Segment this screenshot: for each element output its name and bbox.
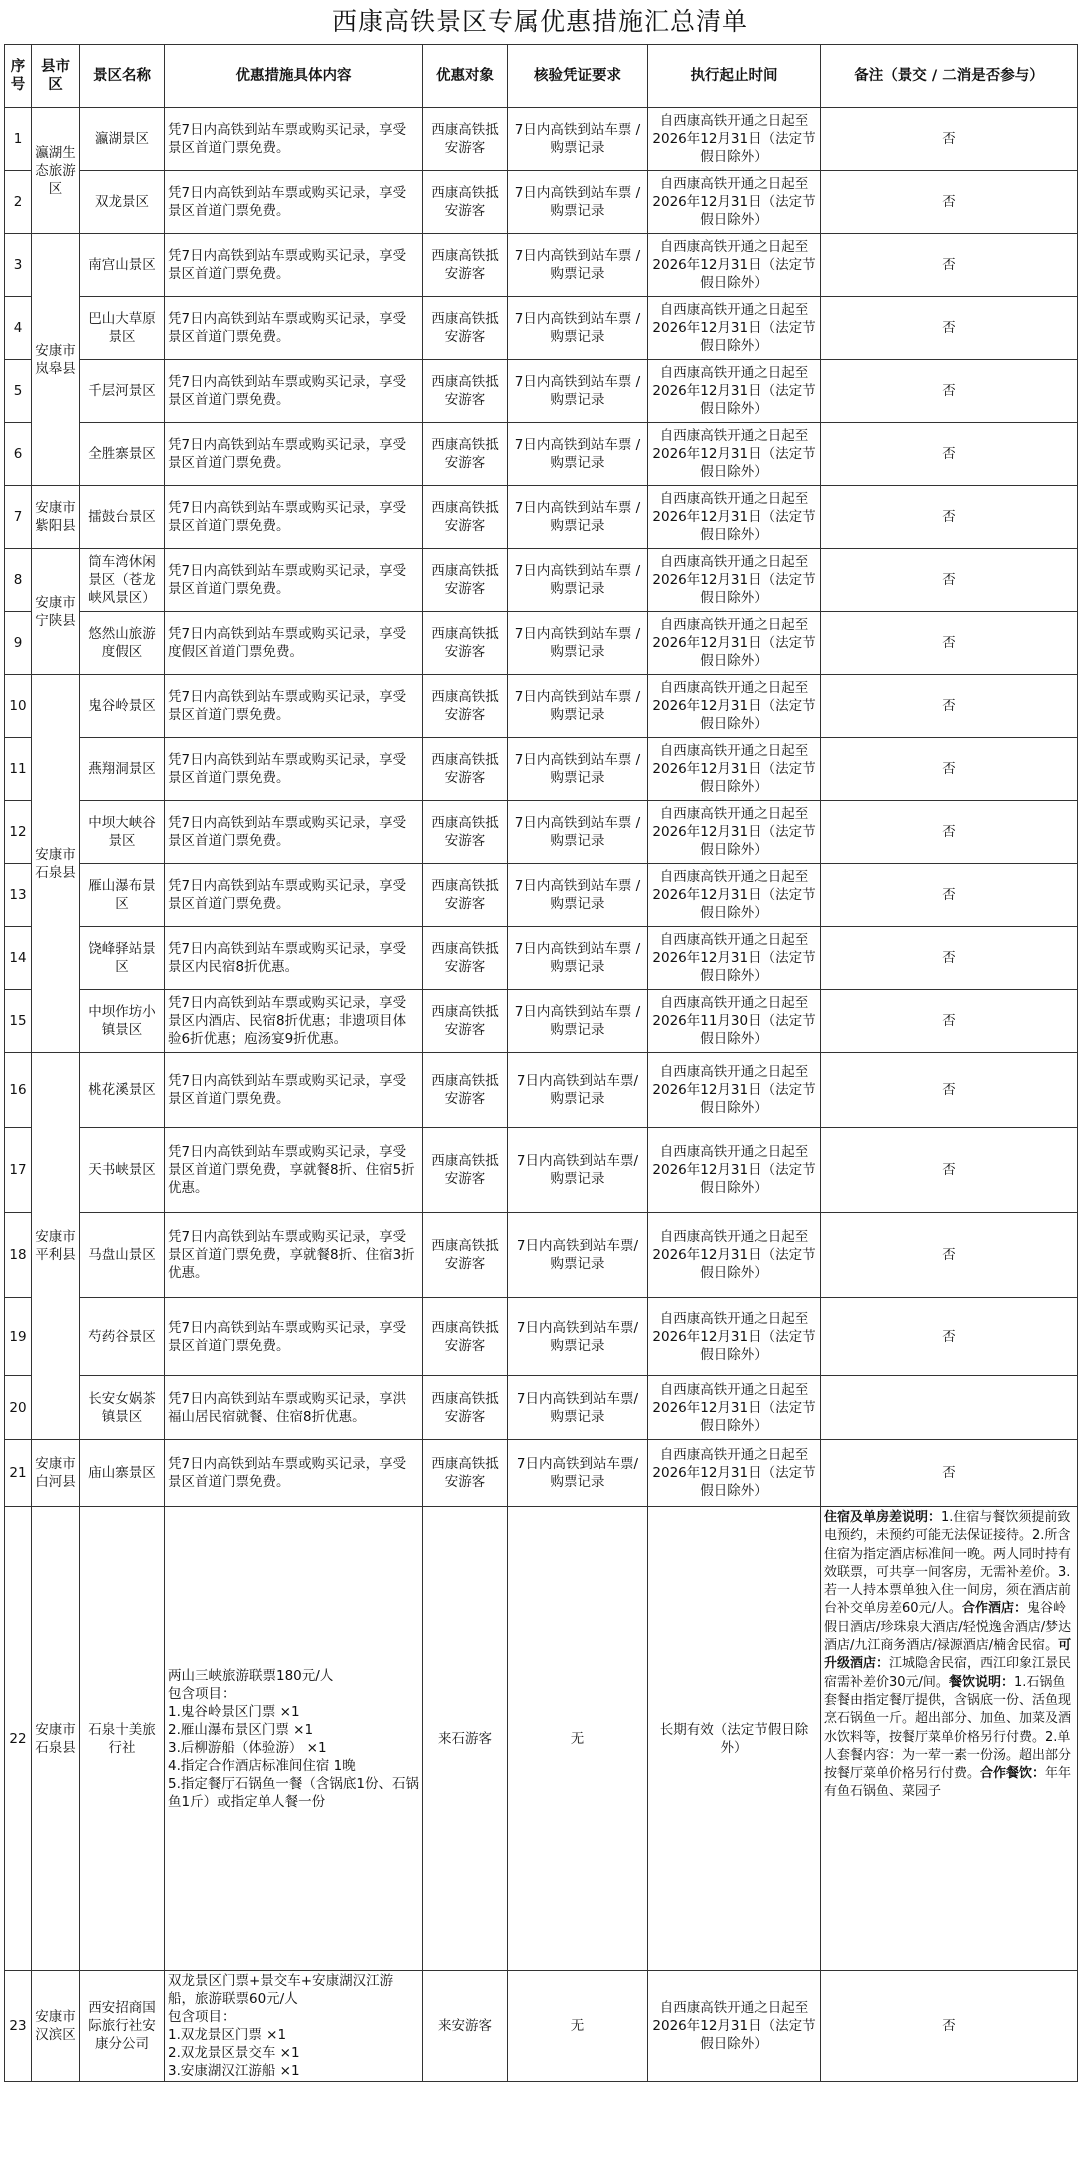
table-row [5, 108, 1078, 171]
note-cell: 否 [821, 990, 1078, 1053]
note-cell [821, 1507, 1078, 1971]
promotion-content: 凭7日内高铁到站车票或购买记录，享受度假区首道门票免费。 [165, 612, 423, 675]
row-number: 7 [5, 486, 32, 549]
promotion-table [4, 44, 1078, 2082]
table-row [5, 1440, 1078, 1507]
header-note: 备注（景交 / 二消是否参与） [821, 45, 1078, 108]
promotion-content: 双龙景区门票+景交车+安康湖汉江游船，旅游联票60元/人 包含项目： 1.双龙景区门票 ×1 2.双龙景区景交车 ×1 3.安康湖汉江游船 ×1 [165, 1971, 423, 2082]
note-cell: 否 [821, 738, 1078, 801]
validity-period: 自西康高铁开通之日起至2026年12月31日（法定节假日除外） [648, 486, 821, 549]
note-cell: 否 [821, 297, 1078, 360]
proof-requirement: 7日内高铁到站车票 / 购票记录 [508, 234, 648, 297]
table-row [5, 360, 1078, 423]
promotion-content: 凭7日内高铁到站车票或购买记录，享受景区首道门票免费。 [165, 1053, 423, 1128]
proof-requirement: 7日内高铁到站车票/购票记录 [508, 1128, 648, 1213]
note-text: 江城隐舍民宿，西江印象江景民宿需补差价30元/间。 [824, 1656, 1072, 1690]
header-row [5, 45, 1078, 108]
row-number: 4 [5, 297, 32, 360]
promotion-target: 西康高铁抵安游客 [423, 1053, 508, 1128]
district-cell: 安康市汉滨区 [32, 1971, 80, 2082]
promotion-content: 凭7日内高铁到站车票或购买记录，享受景区首道门票免费。 [165, 1298, 423, 1376]
table-row [5, 1053, 1078, 1128]
scenic-name: 中坝大峡谷景区 [80, 801, 165, 864]
note-cell: 否 [821, 1298, 1078, 1376]
table-row [5, 927, 1078, 990]
note-text: 1.住宿与餐饮须提前致电预约，未预约可能无法保证接待。2.所含住宿为指定酒店标准间一晚。两人同时持有效联票，可共享一间客房，无需补差价。3.若一人持本票单独入住一间房，须在酒店前台补交单房差60元/人。 [824, 1510, 1072, 1617]
promotion-content: 凭7日内高铁到站车票或购买记录，享受景区首道门票免费。 [165, 234, 423, 297]
validity-period: 自西康高铁开通之日起至2026年12月31日（法定节假日除外） [648, 1213, 821, 1298]
scenic-name: 擂鼓台景区 [80, 486, 165, 549]
header-district: 县市区 [32, 45, 80, 108]
validity-period: 自西康高铁开通之日起至2026年12月31日（法定节假日除外） [648, 549, 821, 612]
row-number: 16 [5, 1053, 32, 1128]
table-row [5, 612, 1078, 675]
promotion-target: 西康高铁抵安游客 [423, 864, 508, 927]
proof-requirement: 7日内高铁到站车票 /购票记录 [508, 738, 648, 801]
promotion-content: 凭7日内高铁到站车票或购买记录，享受景区首道门票免费。 [165, 801, 423, 864]
scenic-name: 巴山大草原景区 [80, 297, 165, 360]
row-number: 20 [5, 1376, 32, 1440]
note-cell: 否 [821, 927, 1078, 990]
scenic-name: 瀛湖景区 [80, 108, 165, 171]
promotion-content: 凭7日内高铁到站车票或购买记录，享受景区首道门票免费。 [165, 108, 423, 171]
note-cell: 否 [821, 801, 1078, 864]
scenic-name: 南宫山景区 [80, 234, 165, 297]
promotion-target: 西康高铁抵安游客 [423, 171, 508, 234]
promotion-content: 凭7日内高铁到站车票或购买记录，享受景区首道门票免费。 [165, 171, 423, 234]
note-cell: 否 [821, 423, 1078, 486]
row-number: 10 [5, 675, 32, 738]
promotion-target: 西康高铁抵安游客 [423, 801, 508, 864]
district-cell: 安康市石泉县 [32, 1507, 80, 1971]
row-number: 22 [5, 1507, 32, 1971]
validity-period: 自西康高铁开通之日起至2026年12月31日（法定节假日除外） [648, 927, 821, 990]
table-row [5, 864, 1078, 927]
promotion-target: 西康高铁抵安游客 [423, 486, 508, 549]
note-cell: 否 [821, 612, 1078, 675]
row-number: 13 [5, 864, 32, 927]
table-row [5, 990, 1078, 1053]
note-text: 年年有鱼石锅鱼、菜园子 [824, 1766, 1072, 1800]
district-cell: 安康市石泉县 [32, 675, 80, 1053]
document-title: 西康高铁景区专属优惠措施汇总清单 [331, 7, 748, 36]
scenic-name: 天书峡景区 [80, 1128, 165, 1213]
note-cell: 否 [821, 360, 1078, 423]
header-target: 优惠对象 [423, 45, 508, 108]
row-number: 17 [5, 1128, 32, 1213]
scenic-name: 全胜寨景区 [80, 423, 165, 486]
note-cell: 否 [821, 486, 1078, 549]
header-no: 序号 [5, 45, 32, 108]
row-number: 6 [5, 423, 32, 486]
validity-period: 自西康高铁开通之日起至2026年12月31日（法定节假日除外） [648, 864, 821, 927]
scenic-name: 西安招商国际旅行社安康分公司 [80, 1971, 165, 2082]
promotion-target: 西康高铁抵安游客 [423, 234, 508, 297]
promotion-target: 西康高铁抵安游客 [423, 612, 508, 675]
row-number: 1 [5, 108, 32, 171]
note-heading: 住宿及单房差说明： [824, 1510, 942, 1525]
promotion-target: 来安游客 [423, 1971, 508, 2082]
note-cell: 否 [821, 864, 1078, 927]
scenic-name: 饶峰驿站景区 [80, 927, 165, 990]
table-row [5, 1376, 1078, 1440]
validity-period: 自西康高铁开通之日起至2026年12月31日（法定节假日除外） [648, 738, 821, 801]
proof-requirement: 7日内高铁到站车票/购票记录 [508, 1298, 648, 1376]
scenic-name: 长安女娲茶镇景区 [80, 1376, 165, 1440]
promotion-target: 西康高铁抵安游客 [423, 549, 508, 612]
promotion-content: 凭7日内高铁到站车票或购买记录，享受景区首道门票免费。 [165, 549, 423, 612]
scenic-name: 桃花溪景区 [80, 1053, 165, 1128]
row-number: 9 [5, 612, 32, 675]
promotion-content: 凭7日内高铁到站车票或购买记录，享受景区首道门票免费。 [165, 1440, 423, 1507]
promotion-content: 凭7日内高铁到站车票或购买记录，享受景区首道门票免费。 [165, 360, 423, 423]
proof-requirement: 无 [508, 1507, 648, 1971]
note-heading: 餐饮说明： [948, 1674, 1014, 1690]
header-proof: 核验凭证要求 [508, 45, 648, 108]
promotion-target: 西康高铁抵安游客 [423, 1376, 508, 1440]
district-cell: 安康市白河县 [32, 1440, 80, 1507]
proof-requirement: 无 [508, 1971, 648, 2082]
proof-requirement: 7日内高铁到站车票/购票记录 [508, 1376, 648, 1440]
row-number: 12 [5, 801, 32, 864]
promotion-target: 西康高铁抵安游客 [423, 1440, 508, 1507]
scenic-name: 雁山瀑布景区 [80, 864, 165, 927]
table-row [5, 486, 1078, 549]
row-number: 21 [5, 1440, 32, 1507]
row-number: 11 [5, 738, 32, 801]
district-cell: 瀛湖生态旅游区 [32, 108, 80, 234]
note-cell: 否 [821, 549, 1078, 612]
promotion-content: 凭7日内高铁到站车票或购买记录，享受景区内酒店、民宿8折优惠；非遗项目体验6折优惠；庖汤宴9折优惠。 [165, 990, 423, 1053]
scenic-name: 双龙景区 [80, 171, 165, 234]
note-cell: 否 [821, 108, 1078, 171]
note-cell: 否 [821, 1213, 1078, 1298]
row-number: 15 [5, 990, 32, 1053]
proof-requirement: 7日内高铁到站车票/购票记录 [508, 1440, 648, 1507]
row-number: 3 [5, 234, 32, 297]
scenic-name: 庙山寨景区 [80, 1440, 165, 1507]
promotion-target: 西康高铁抵安游客 [423, 108, 508, 171]
row-number: 23 [5, 1971, 32, 2082]
note-heading: 合作餐饮： [980, 1766, 1046, 1782]
table-row [5, 675, 1078, 738]
scenic-name: 石泉十美旅行社 [80, 1507, 165, 1971]
proof-requirement: 7日内高铁到站车票 / 购票记录 [508, 297, 648, 360]
note-text: 鬼谷岭假日酒店/珍珠泉大酒店/轻悦逸舍酒店/梦达酒店/九江商务酒店/禄源酒店/楠舍民宿。 [824, 1601, 1072, 1654]
promotion-target: 西康高铁抵安游客 [423, 1128, 508, 1213]
note-cell: 否 [821, 675, 1078, 738]
row-number: 5 [5, 360, 32, 423]
note-cell: 否 [821, 171, 1078, 234]
validity-period: 自西康高铁开通之日起至2026年12月31日（法定节假日除外） [648, 171, 821, 234]
promotion-target: 西康高铁抵安游客 [423, 738, 508, 801]
promotion-target: 西康高铁抵安游客 [423, 1213, 508, 1298]
scenic-name: 鬼谷岭景区 [80, 675, 165, 738]
header-scenic-name: 景区名称 [80, 45, 165, 108]
scenic-name: 燕翔洞景区 [80, 738, 165, 801]
row-number: 14 [5, 927, 32, 990]
table-row [5, 171, 1078, 234]
table-row [5, 801, 1078, 864]
note-cell: 否 [821, 234, 1078, 297]
validity-period: 自西康高铁开通之日起至2026年12月31日（法定节假日除外） [648, 1376, 821, 1440]
table-row [5, 1971, 1078, 2082]
promotion-content: 凭7日内高铁到站车票或购买记录，享受景区首道门票免费，享就餐8折、住宿5折优惠。 [165, 1128, 423, 1213]
table-row [5, 234, 1078, 297]
proof-requirement: 7日内高铁到站车票 /购票记录 [508, 801, 648, 864]
promotion-target: 西康高铁抵安游客 [423, 297, 508, 360]
proof-requirement: 7日内高铁到站车票 /购票记录 [508, 612, 648, 675]
proof-requirement: 7日内高铁到站车票/购票记录 [508, 1213, 648, 1298]
district-cell: 安康市宁陕县 [32, 549, 80, 675]
validity-period: 长期有效（法定节假日除外） [648, 1507, 821, 1971]
row-number: 8 [5, 549, 32, 612]
row-number: 2 [5, 171, 32, 234]
validity-period: 自西康高铁开通之日起至2026年12月31日（法定节假日除外） [648, 108, 821, 171]
table-row [5, 1298, 1078, 1376]
promotion-content: 凭7日内高铁到站车票或购买记录，享受景区内民宿8折优惠。 [165, 927, 423, 990]
validity-period: 自西康高铁开通之日起至2026年12月31日（法定节假日除外） [648, 1440, 821, 1507]
validity-period: 自西康高铁开通之日起至2026年12月31日（法定节假日除外） [648, 612, 821, 675]
promotion-content: 凭7日内高铁到站车票或购买记录，享受景区首道门票免费。 [165, 297, 423, 360]
table-row [5, 738, 1078, 801]
promotion-target: 西康高铁抵安游客 [423, 423, 508, 486]
promotion-target: 西康高铁抵安游客 [423, 1298, 508, 1376]
validity-period: 自西康高铁开通之日起至2026年12月31日（法定节假日除外） [648, 1971, 821, 2082]
header-content: 优惠措施具体内容 [165, 45, 423, 108]
promotion-content: 凭7日内高铁到站车票或购买记录，享受景区首道门票免费。 [165, 486, 423, 549]
scenic-name: 悠然山旅游度假区 [80, 612, 165, 675]
validity-period: 自西康高铁开通之日起至2026年12月31日（法定节假日除外） [648, 675, 821, 738]
promotion-target: 西康高铁抵安游客 [423, 990, 508, 1053]
row-number: 18 [5, 1213, 32, 1298]
scenic-name: 马盘山景区 [80, 1213, 165, 1298]
note-cell: 否 [821, 1053, 1078, 1128]
table-row [5, 1507, 1078, 1971]
validity-period: 自西康高铁开通之日起至2026年11月30日（法定节假日除外） [648, 990, 821, 1053]
note-cell: 否 [821, 1440, 1078, 1507]
note-text: 1.石锅鱼套餐由指定餐厅提供，含锅底一份、活鱼现烹石锅鱼一斤。超出部分、加鱼、加菜及酒水饮料等，按餐厅菜单价格另行付费。2.单人套餐内容：为一荤一素一份汤。超出部分按餐厅菜单价格另行付费。 [824, 1674, 1072, 1782]
proof-requirement: 7日内高铁到站车票 / 购票记录 [508, 108, 648, 171]
table-row [5, 297, 1078, 360]
table-row [5, 549, 1078, 612]
scenic-name: 中坝作坊小镇景区 [80, 990, 165, 1053]
promotion-target: 西康高铁抵安游客 [423, 675, 508, 738]
validity-period: 自西康高铁开通之日起至2026年12月31日（法定节假日除外） [648, 234, 821, 297]
district-cell: 安康市紫阳县 [32, 486, 80, 549]
validity-period: 自西康高铁开通之日起至2026年12月31日（法定节假日除外） [648, 1298, 821, 1376]
promotion-target: 西康高铁抵安游客 [423, 360, 508, 423]
proof-requirement: 7日内高铁到站车票 /购票记录 [508, 549, 648, 612]
table-row [5, 1128, 1078, 1213]
district-cell: 安康市岚皋县 [32, 234, 80, 486]
proof-requirement: 7日内高铁到站车票 / 购票记录 [508, 360, 648, 423]
note-heading: 可升级酒店： [824, 1638, 1072, 1672]
scenic-name: 千层河景区 [80, 360, 165, 423]
validity-period: 自西康高铁开通之日起至2026年12月31日（法定节假日除外） [648, 1053, 821, 1128]
validity-period: 自西康高铁开通之日起至2026年12月31日（法定节假日除外） [648, 423, 821, 486]
proof-requirement: 7日内高铁到站车票 / 购票记录 [508, 486, 648, 549]
proof-requirement: 7日内高铁到站车票 /购票记录 [508, 990, 648, 1053]
promotion-content: 凭7日内高铁到站车票或购买记录，享受景区首道门票免费。 [165, 738, 423, 801]
promotion-target: 来石游客 [423, 1507, 508, 1971]
table-row [5, 1213, 1078, 1298]
validity-period: 自西康高铁开通之日起至2026年12月31日（法定节假日除外） [648, 1128, 821, 1213]
promotion-content: 凭7日内高铁到站车票或购买记录，享洪福山居民宿就餐、住宿8折优惠。 [165, 1376, 423, 1440]
proof-requirement: 7日内高铁到站车票 /购票记录 [508, 675, 648, 738]
scenic-name: 芍药谷景区 [80, 1298, 165, 1376]
promotion-content: 凭7日内高铁到站车票或购买记录，享受景区首道门票免费，享就餐8折、住宿3折优惠。 [165, 1213, 423, 1298]
promotion-content: 凭7日内高铁到站车票或购买记录，享受景区首道门票免费。 [165, 864, 423, 927]
validity-period: 自西康高铁开通之日起至2026年12月31日（法定节假日除外） [648, 801, 821, 864]
promotion-content: 凭7日内高铁到站车票或购买记录，享受景区首道门票免费。 [165, 423, 423, 486]
note-cell [821, 1376, 1078, 1440]
validity-period: 自西康高铁开通之日起至2026年12月31日（法定节假日除外） [648, 360, 821, 423]
proof-requirement: 7日内高铁到站车票 /购票记录 [508, 864, 648, 927]
table-row [5, 423, 1078, 486]
promotion-content: 凭7日内高铁到站车票或购买记录，享受景区首道门票免费。 [165, 675, 423, 738]
validity-period: 自西康高铁开通之日起至2026年12月31日（法定节假日除外） [648, 297, 821, 360]
row-number: 19 [5, 1298, 32, 1376]
proof-requirement: 7日内高铁到站车票 / 购票记录 [508, 171, 648, 234]
promotion-target: 西康高铁抵安游客 [423, 927, 508, 990]
note-heading: 合作酒店： [961, 1601, 1027, 1617]
promotion-content: 两山三峡旅游联票180元/人 包含项目： 1.鬼谷岭景区门票 ×1 2.雁山瀑布景区门票 ×1 3.后柳游船（体验游） ×1 4.指定合作酒店标准间住宿 1晚 5.指定餐厅石锅鱼一餐（含锅底1份、石锅鱼1斤）或指定单人餐一份 [165, 1507, 423, 1971]
scenic-name: 筒车湾休闲景区（苍龙峡风景区） [80, 549, 165, 612]
note-cell: 否 [821, 1128, 1078, 1213]
header-period: 执行起止时间 [648, 45, 821, 108]
district-cell: 安康市平利县 [32, 1053, 80, 1440]
proof-requirement: 7日内高铁到站车票 /购票记录 [508, 927, 648, 990]
proof-requirement: 7日内高铁到站车票/购票记录 [508, 1053, 648, 1128]
note-cell: 否 [821, 1971, 1078, 2082]
proof-requirement: 7日内高铁到站车票 / 购票记录 [508, 423, 648, 486]
